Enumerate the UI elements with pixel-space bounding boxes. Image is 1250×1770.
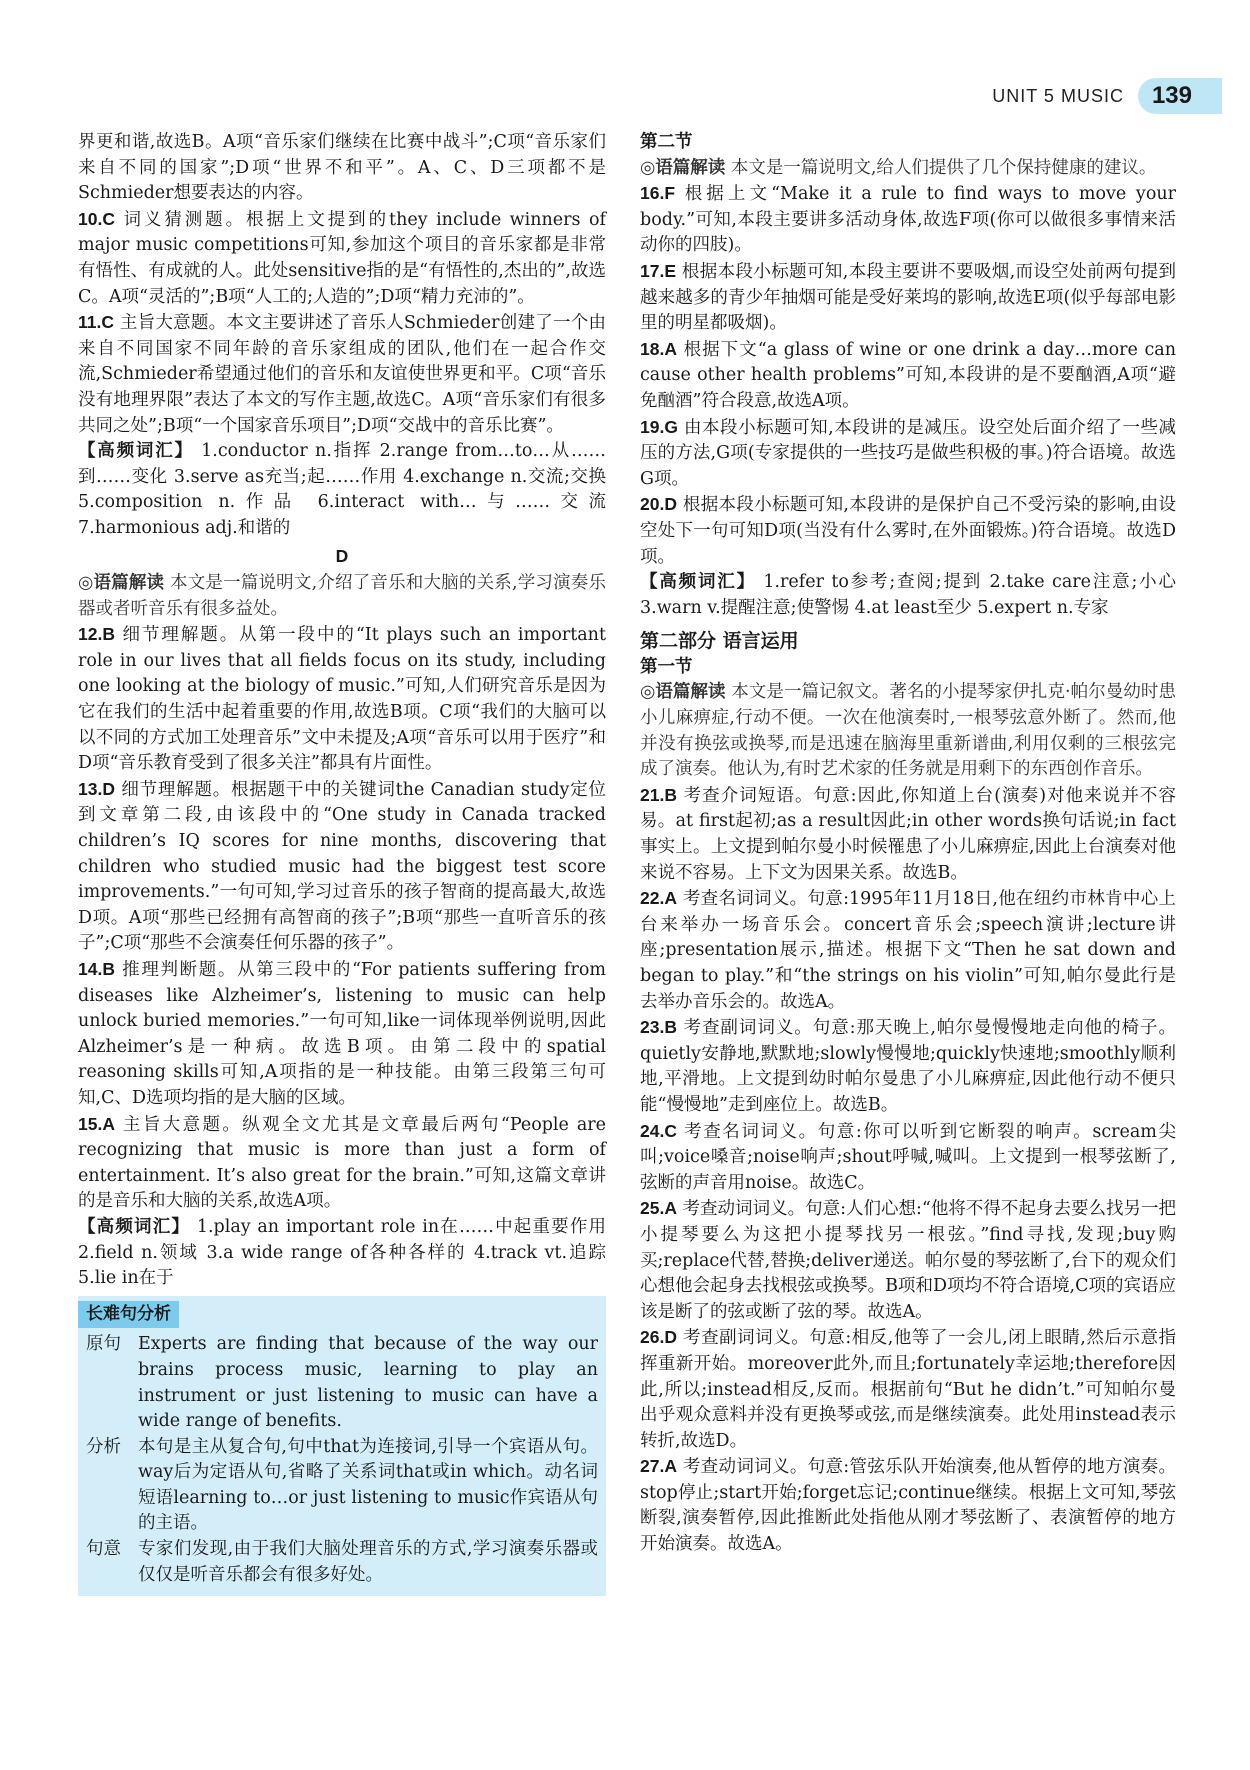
answer-text: 主旨大意题。本文主要讲述了音乐人Schmieder创建了一个由来自不同国家不同年龄的音乐家组成的团队,他们在一起合作交流,Schmieder希望通过他们的音乐和友谊使世界更和平。C项“音乐没有地理界限”表达了本文的写作主题,故选C。A项“音乐家们有很多共同之处”;B项“一个国家音乐项目”;D项“交战中的音乐比赛”。	[78, 313, 606, 436]
part-heading: 第二部分 语言运用	[640, 630, 799, 653]
reading-text: 本文是一篇记叙文。著名的小提琴家伊扎克·帕尔曼幼时患小儿麻痹症,行动不便。一次在他演奏时,一根琴弦意外断了。然而,他并没有换弦或换琴,而是迅速在脑海里重新谱曲,利用仅剩的三根弦完成了演奏。他认为,有时艺术家的任务就是用剩下的东西创作音乐。	[640, 682, 1176, 780]
answer-number: 11.C	[78, 312, 114, 333]
answer-item	[78, 622, 606, 777]
answer-number: 25.A	[640, 1198, 677, 1219]
vocab-text: 1.refer to参考;查阅;提到 2.take care注意;小心 3.warn v.提醒注意;使警惕 4.at least至少 5.expert n.专家	[640, 572, 1176, 618]
answer-text: 根据上文“Make it a rule to find ways to move your body.”可知,本段主要讲多活动身体,故选F项(你可以做很多事情来活动你的四肢)。	[640, 184, 1176, 256]
answer-item	[640, 492, 1176, 570]
answer-item	[78, 310, 606, 439]
answer-text: 词义猜测题。根据上文提到的they include winners of major music competitions可知,参加这个项目的音乐家都是非常有悟性、有成就的人。此处sensitive指的是“有悟性的,杰出的”,故选C。A项“灵活的”;B项“人工的;人造的”;D项“精力充沛的”。	[78, 209, 606, 307]
answer-number: 10.C	[78, 208, 115, 229]
answer-text: 考查介词短语。句意:因此,你知道上台(演奏)对他来说并不容易。at first起初;as a result因此;in other words换句话说;in fact事实上。上文提到帕尔曼小时候罹患了小儿麻痹症,因此上台演奏对他来说不容易。上下文为因果关系。故选B。	[640, 785, 1176, 883]
answer-number: 12.B	[78, 624, 115, 645]
vocab-block	[78, 1215, 606, 1292]
answer-text: 考查副词词义。句意:相反,他等了一会儿,闭上眼睛,然后示意指挥重新开始。moreover此外,而且;fortunately幸运地;therefore因此,所以;instead相反,反而。根据前句“But he didn’t.”可知帕尔曼出乎观众意料并没有更换琴或弦,而是继续演奏。此处用instead表示转折,故选D。	[640, 1328, 1176, 1451]
section-heading: D	[335, 545, 349, 566]
answer-number: 14.B	[78, 959, 115, 979]
analysis-row-text: 专家们发现,由于我们大脑处理音乐的方式,学习演奏乐器或仅仅是听音乐都会有很多好处。	[138, 1539, 598, 1585]
analysis-row	[86, 1537, 598, 1588]
reading-label: ◎语篇解读	[640, 157, 726, 178]
vocab-text: 1.play an important role in在……中起重要作用 2.field n.领域 3.a wide range of各种各样的 4.track vt.追踪 5.lie in在于	[78, 1216, 607, 1289]
analysis-row	[86, 1435, 598, 1537]
answer-text: 主旨大意题。纵观全文尤其是文章最后两句“People are recognizing that music is more than just a form of entertainment. It’s also great for the brain.”可知,这篇文章讲的是音乐和大脑的关系,故选A项。	[78, 1114, 606, 1212]
analysis-row	[86, 1332, 598, 1434]
vocab-label: 【高频词汇】	[640, 572, 756, 593]
answer-item	[78, 777, 606, 957]
answer-item	[640, 1119, 1176, 1197]
answer-number: 19.G	[640, 416, 678, 437]
subsection-heading: 第二节	[640, 132, 693, 152]
subsection-heading: 第一节	[640, 656, 693, 677]
vocab-block	[640, 570, 1176, 621]
answer-item	[640, 886, 1176, 1015]
unit-title: UNIT 5 MUSIC	[992, 85, 1124, 106]
answer-item	[640, 1196, 1176, 1325]
reading-summary	[640, 156, 1176, 182]
reading-summary	[78, 571, 606, 622]
reading-label: ◎语篇解读	[640, 682, 726, 703]
answer-item	[78, 957, 606, 1112]
vocab-label: 【高频词汇】	[78, 441, 194, 462]
analysis-row-label: 句意	[86, 1539, 121, 1560]
right-column	[640, 130, 1176, 1558]
vocab-block	[78, 439, 606, 541]
answer-number: 17.E	[640, 260, 676, 281]
vocab-text: 1.conductor n.指挥 2.range from…to…从……到……变化 3.serve as充当;起……作用 4.exchange n.交流;交换 5.composition n.作品 6.interact with…与……交流 7.harmonious adj.和谐的	[78, 441, 606, 538]
answer-text: 考查名词词义。句意:1995年11月18日,他在纽约市林肯中心上台来举办一场音乐会。concert音乐会;speech演讲;lecture讲座;presentation展示,描述。根据下文“Then he sat down and began to play.”和“the strings on his violin”可知,帕尔曼此行是去举办音乐会的。故选A。	[640, 889, 1176, 1012]
answer-number: 23.B	[640, 1017, 677, 1038]
answer-number: 24.C	[640, 1120, 677, 1141]
answer-item	[640, 259, 1176, 337]
answer-number: 20.D	[640, 494, 677, 515]
sentence-analysis-box	[78, 1296, 606, 1597]
analysis-row-label: 分析	[86, 1436, 121, 1457]
left-column	[78, 130, 606, 1596]
reading-text: 本文是一篇说明文,介绍了音乐和大脑的关系,学习演奏乐器或者听音乐有很多益处。	[78, 573, 606, 619]
answer-number: 15.A	[78, 1113, 115, 1134]
answer-item	[640, 415, 1176, 493]
answer-number: 26.D	[640, 1327, 677, 1348]
answer-text: 考查副词词义。句意:那天晚上,帕尔曼慢慢地走向他的椅子。quietly安静地,默默地;slowly慢慢地;quickly快速地;smoothly顺利地,平滑地。上文提到幼时帕尔曼患了小儿麻痹症,因此他行动不便只能“慢慢地”走到座位上。故选B。	[640, 1018, 1176, 1115]
answer-item	[78, 207, 606, 310]
answer-item	[640, 337, 1176, 415]
answer-number: 13.D	[78, 778, 115, 799]
answer-number: 22.A	[640, 888, 677, 909]
answer-text: 根据本段小标题可知,本段讲的是保护自己不受污染的影响,由设空处下一句可知D项(当没有什么雾时,在外面锻炼。)符合语境。故选D项。	[640, 495, 1176, 567]
answer-text: 细节理解题。从第一段中的“It plays such an important role in our lives that all fields focus on its study, including one looking at the biology of music.”可知,人们研究音乐是因为它在我们的生活中起着重要的作用,故选B项。C项“我们的大脑可以以不同的方式加工处理音乐”文中未提及;A项“音乐可以用于医疗”和D项“音乐教育受到了很多关注”都具有片面性。	[78, 625, 606, 774]
analysis-row-text: Experts are finding that because of the way our brains process music, learning to play an instrument or just listening to music can have a wide range of benefits.	[138, 1334, 598, 1432]
analysis-row-text: 本句是主从复合句,句中that为连接词,引导一个宾语从句。way后为定语从句,省略了关系词that或in which。动名词短语learning to…or just listening to music作宾语从句的主语。	[138, 1436, 598, 1534]
page-header	[992, 78, 1222, 114]
answer-text: 根据下文“a glass of wine or one drink a day…more can cause other health problems”可知,本段讲的是不要酗酒,A项“避免酗酒”符合段意,故选A项。	[640, 339, 1176, 411]
answer-text: 考查动词词义。句意:管弦乐队开始演奏,他从暂停的地方演奏。stop停止;start开始;forget忘记;continue继续。根据上文可知,琴弦断裂,演奏暂停,因此推断此处指他从刚才琴弦断了、表演暂停的地方开始演奏。故选A。	[640, 1457, 1176, 1555]
answer-number: 21.B	[640, 784, 677, 805]
answer-item	[640, 181, 1176, 259]
answer-text: 根据本段小标题可知,本段主要讲不要吸烟,而设空处前两句提到越来越多的青少年抽烟可能是受好莱坞的影响,故选E项(似乎每部电影里的明星都吸烟)。	[640, 261, 1176, 334]
answer-number: 18.A	[640, 338, 677, 359]
answer-text: 推理判断题。从第三段中的“For patients suffering from diseases like Alzheimer’s, listening to music can help unlock buried memories.”一句可知,like一词体现举例说明,因此Alzheimer’s是一种病。故选B项。由第二段中的spatial reasoning skills可知,A项指的是一种技能。由第三段第三句可知,C、D选项均指的是大脑的区域。	[78, 960, 606, 1108]
reading-summary	[640, 680, 1176, 782]
answer-item	[640, 783, 1176, 886]
page-number: 139	[1138, 78, 1222, 114]
vocab-label: 【高频词汇】	[78, 1216, 191, 1237]
answer-item	[640, 1015, 1176, 1118]
answer-item	[78, 1112, 606, 1215]
answer-item	[640, 1454, 1176, 1557]
answer-number: 27.A	[640, 1456, 677, 1477]
answer-number: 16.F	[640, 183, 676, 204]
answer-text: 考查名词词义。句意:你可以听到它断裂的响声。scream尖叫;voice嗓音;noise响声;shout呼喊,喊叫。上文提到一根琴弦断了,弦断的声音用noise。故选C。	[640, 1121, 1176, 1193]
reading-text: 本文是一篇说明文,给人们提供了几个保持健康的建议。	[725, 157, 1157, 178]
analysis-row-label: 原句	[86, 1334, 121, 1355]
answer-text: 由本段小标题可知,本段讲的是减压。设空处后面介绍了一些减压的方法,G项(专家提供的一些技巧是做些积极的事。)符合语境。故选G项。	[640, 417, 1176, 489]
analysis-box-title: 长难句分析	[78, 1301, 179, 1329]
answer-text: 考查动词词义。句意:人们心想:“他将不得不起身去要么找另一把小提琴要么为这把小提琴找另一根弦。”find寻找,发现;buy购买;replace代替,替换;deliver递送。帕尔曼的琴弦断了,台下的观众们心想他会起身去找根弦或换琴。B项和D项均不符合语境,C项的宾语应该是断了的弦或断了弦的琴。故选A。	[640, 1199, 1176, 1322]
answer-item	[640, 1325, 1176, 1454]
paragraph: 界更和谐,故选B。A项“音乐家们继续在比赛中战斗”;C项“音乐家们来自不同的国家”;D项“世界不和平”。A、C、D三项都不是Schmieder想要表达的内容。	[78, 132, 606, 204]
answer-text: 细节理解题。根据题干中的关键词the Canadian study定位到文章第二段,由该段中的“One study in Canada tracked children’s IQ scores for nine months, discovering that children who studied music had the biggest test score improvements.”一句可知,学习过音乐的孩子智商的提高最大,故选D项。A项“那些已经拥有高智商的孩子”;B项“那些一直听音乐的孩子”;C项“那些不会演奏任何乐器的孩子”。	[78, 779, 606, 954]
reading-label: ◎语篇解读	[78, 573, 165, 594]
